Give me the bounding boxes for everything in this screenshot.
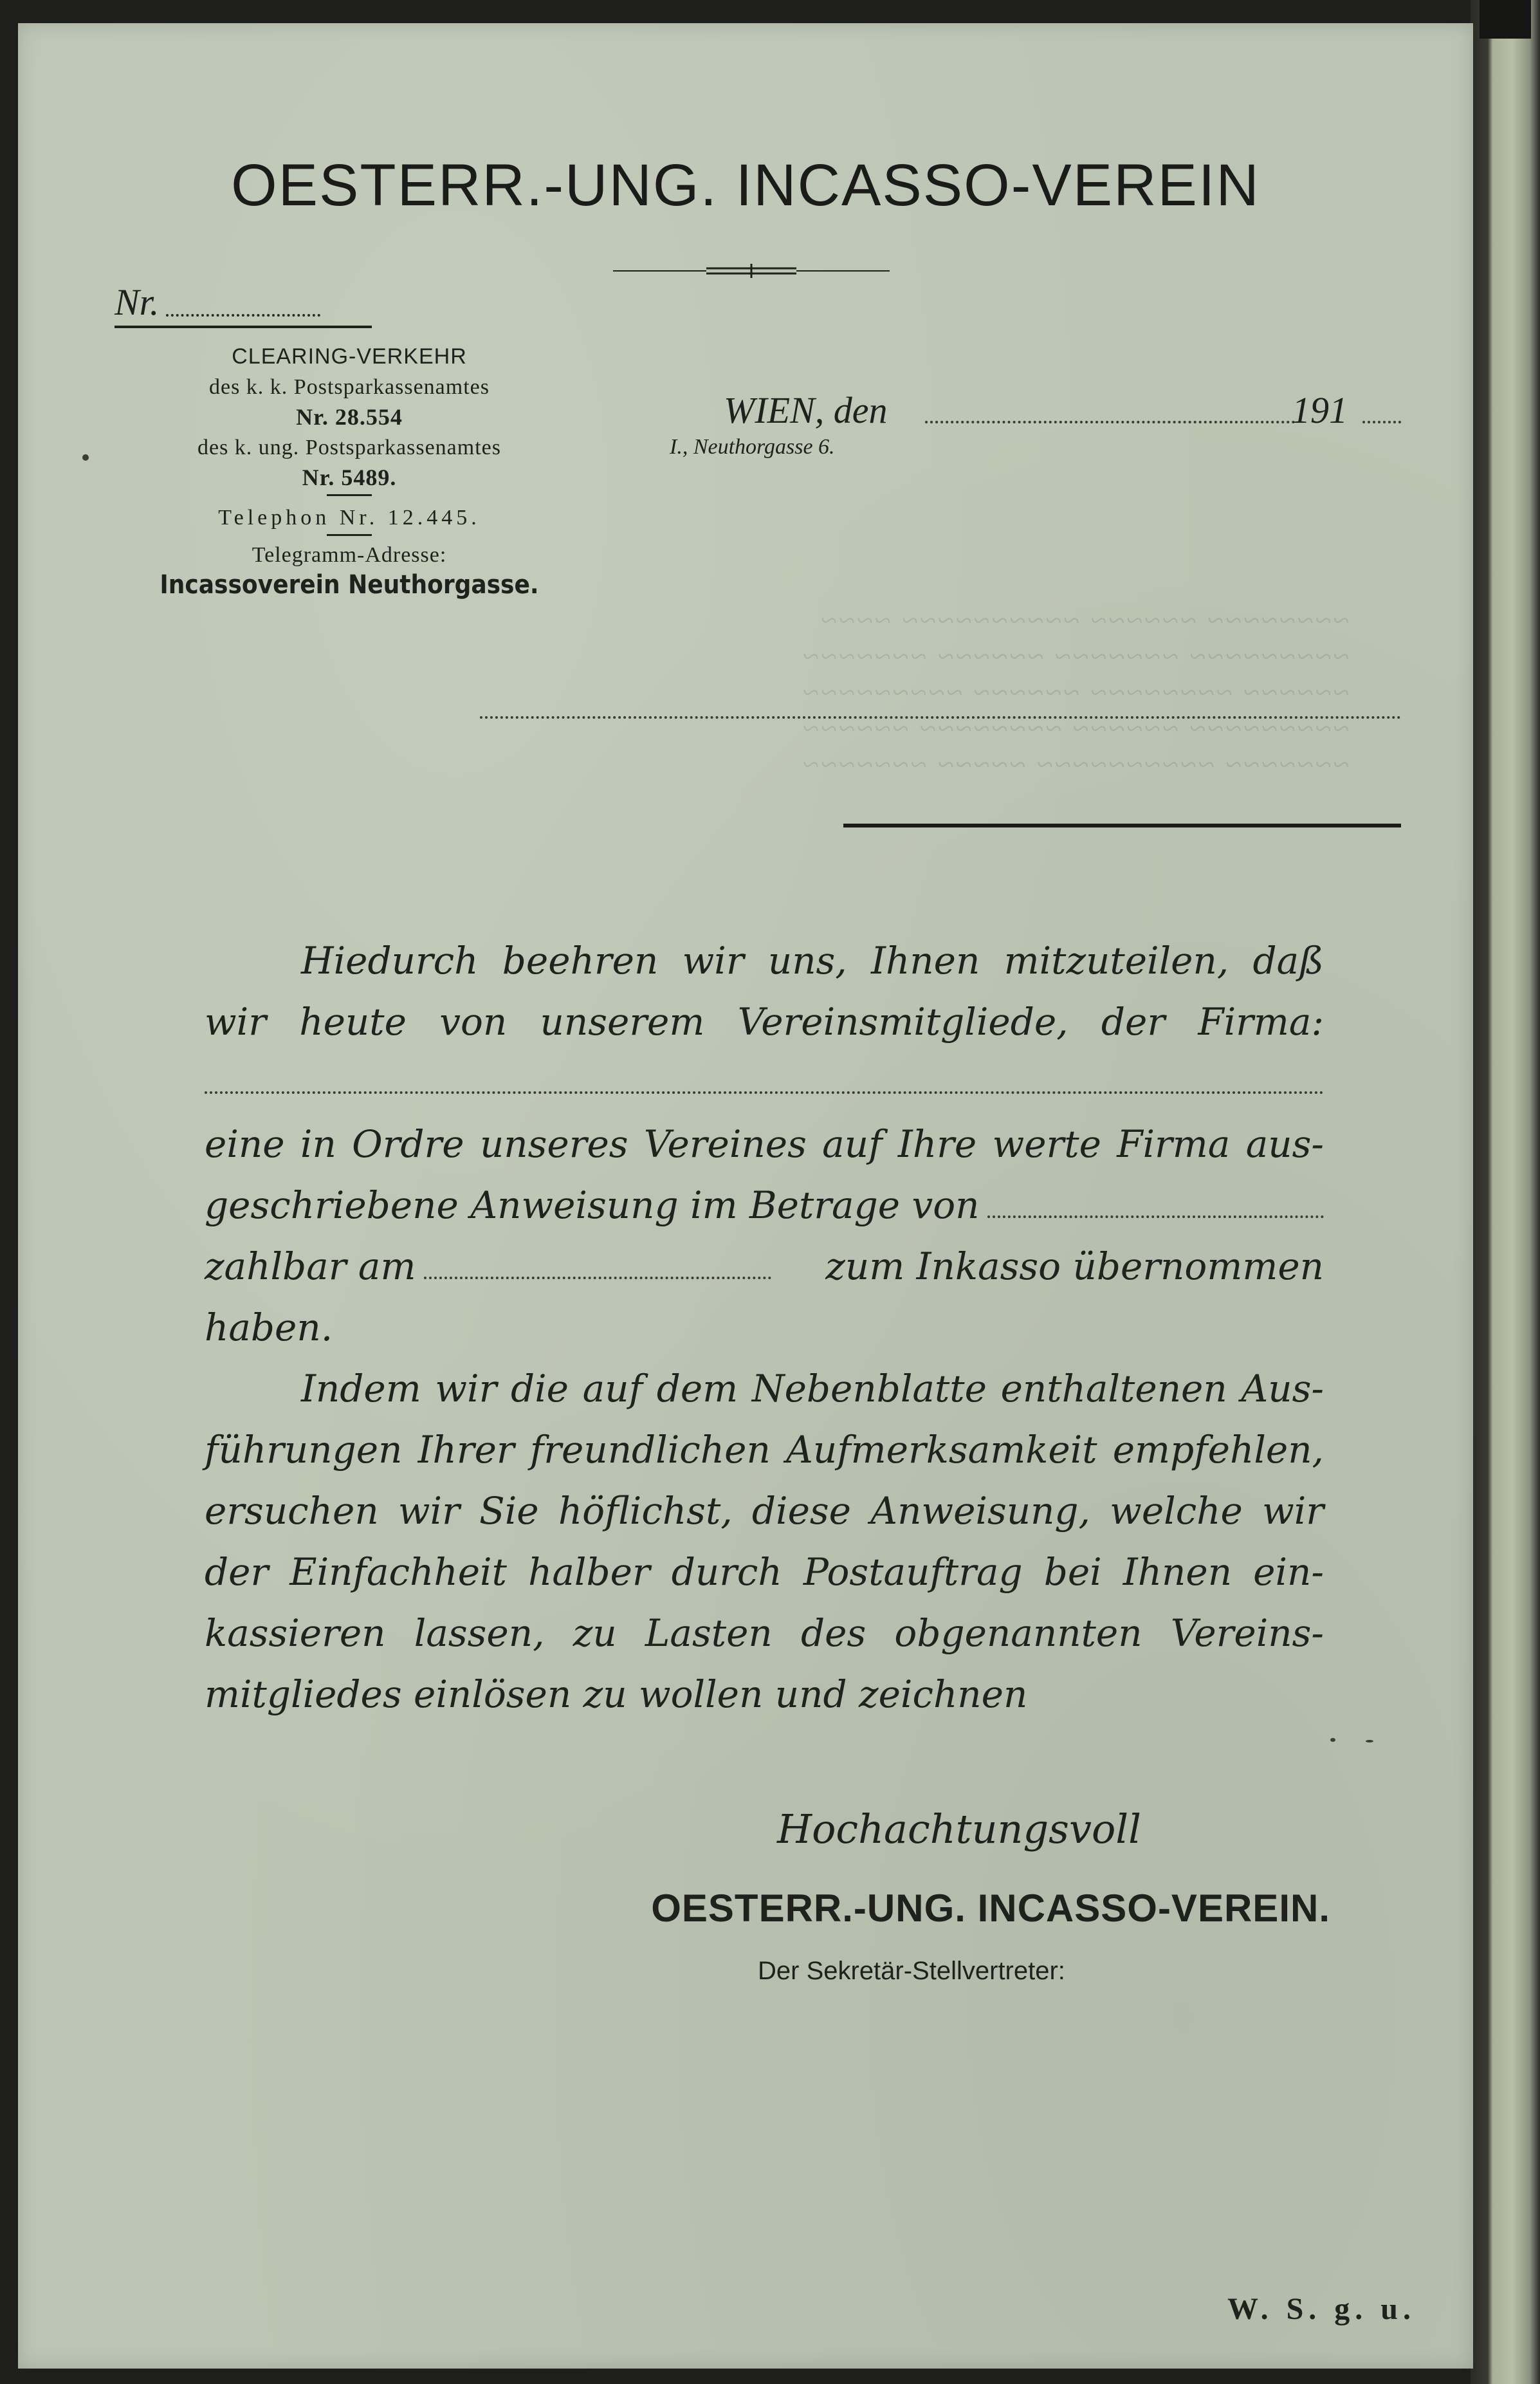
number-label: Nr. xyxy=(115,281,160,323)
signature-organization: OESTERR.-UNG. INCASSO-VEREIN. xyxy=(651,1887,1330,1930)
body-line: kassieren lassen, zu Lasten des obgenannten Vereins- xyxy=(205,1611,1324,1655)
year-blank xyxy=(1362,421,1401,423)
due-date-blank xyxy=(424,1277,771,1279)
paper-speck xyxy=(82,454,89,461)
telephone-number: Telephon Nr. 12.445. xyxy=(218,506,481,530)
amount-blank xyxy=(987,1215,1325,1218)
amount-row xyxy=(205,1175,1324,1236)
due-date-row xyxy=(205,1236,1324,1297)
year-prefix: 191 xyxy=(1292,389,1348,431)
city-date-label: WIEN, den xyxy=(724,389,888,431)
clearing-heading: CLEARING-VERKEHR xyxy=(232,344,467,369)
date-blank xyxy=(925,421,1295,423)
clearing-number-austria: Nr. 28.554 xyxy=(296,404,403,430)
body-line: mitgliedes einlösen zu wollen und zeichnen xyxy=(205,1672,1028,1716)
spine-shadow xyxy=(1480,0,1531,39)
signature-role: Der Sekretär-Stellvertreter: xyxy=(758,1957,1065,1985)
body-line: Hiedurch beehren wir uns, Ihnen mitzuteilen, daß xyxy=(301,939,1324,983)
body-line: eine in Ordre unseres Vereines auf Ihre werte Firma aus- xyxy=(205,1122,1324,1166)
show-through-text: ~~~~~~~~ ~~~~~~ ~~~~~~~~~~ ~~~~ ~~~~~~~~~ ~~~~~~~ ~~~~~~ ~~~~~~~ ~~~~~~ ~~~~~~~~ ~~~~~~ ~~~~~~~~~ ~~~~~~~~~ ~~~~~~ ~~~~~~~~ ~~~~~~ ~~~~~~~ ~~~~~~~~~~ ~~~~~ ~~~~~~~ xyxy=(801,604,1350,781)
body-line: wir heute von unserem Vereinsmitgliede, der Firma: xyxy=(205,1000,1324,1044)
clearing-info xyxy=(153,342,545,600)
printer-mark: W. S. g. u. xyxy=(1227,2292,1416,2326)
body-line: zum Inkasso übernommen xyxy=(825,1244,1324,1288)
firm-name-blank xyxy=(205,1053,1324,1114)
body-line: Indem wir die auf dem Nebenblatte enthaltenen Aus- xyxy=(301,1367,1324,1410)
recipient-address-underline xyxy=(843,824,1401,827)
body-line: geschriebene Anweisung im Betrage von xyxy=(205,1183,980,1227)
page-title: OESTERR.-UNG. INCASSO-VEREIN xyxy=(231,152,1260,218)
street-address: I., Neuthorgasse 6. xyxy=(670,435,835,459)
body-line: ersuchen wir Sie höflichst, diese Anweisung, welche wir xyxy=(205,1489,1324,1533)
closing-salutation: Hochachtungsvoll xyxy=(777,1806,1141,1853)
paper-speck xyxy=(1330,1738,1335,1742)
title-ornament xyxy=(613,261,890,281)
clearing-line-austria: des k. k. Postsparkassenamtes xyxy=(208,375,490,399)
body-line: zahlbar am xyxy=(205,1244,416,1288)
letter-body xyxy=(205,930,1324,1725)
clearing-line-hungary: des k. ung. Postsparkassenamtes xyxy=(197,436,501,459)
book-spine xyxy=(1471,0,1540,2384)
divider xyxy=(327,534,372,536)
number-underline xyxy=(115,326,372,328)
letterhead-page xyxy=(18,23,1473,2369)
divider xyxy=(327,494,372,496)
telegram-address: Incassoverein Neuthorgasse. xyxy=(160,570,539,600)
number-blank xyxy=(166,314,320,317)
telegram-label: Telegramm-Adresse: xyxy=(252,543,447,567)
body-line: haben. xyxy=(205,1306,333,1349)
body-line: der Einfachheit halber durch Postauftrag bei Ihnen ein- xyxy=(205,1550,1324,1594)
body-line: führungen Ihrer freundlichen Aufmerksamkeit empfehlen, xyxy=(205,1428,1324,1472)
clearing-number-hungary: Nr. 5489. xyxy=(302,465,397,490)
paper-speck xyxy=(1366,1740,1373,1742)
